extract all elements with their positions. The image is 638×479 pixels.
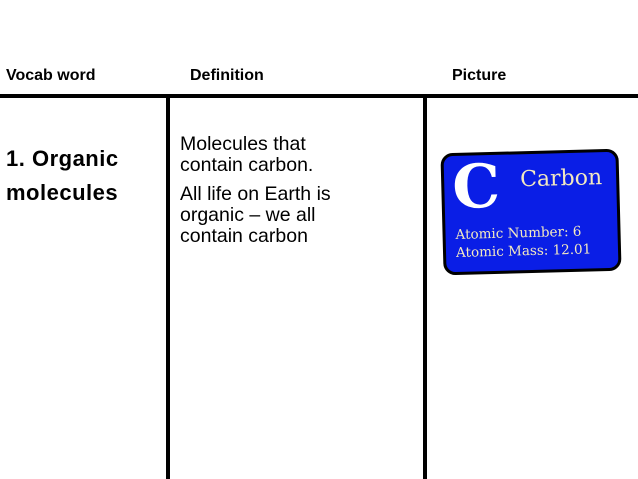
element-symbol: C xyxy=(451,151,502,224)
header-divider xyxy=(0,94,638,98)
carbon-element-card xyxy=(440,149,621,276)
atomic-number: Atomic Number: 6 xyxy=(455,223,582,243)
element-name: Carbon xyxy=(519,165,603,193)
header-picture: Picture xyxy=(452,67,507,84)
definition-line-5: contain carbon xyxy=(180,225,308,247)
column-divider-1 xyxy=(166,96,170,479)
definition-line-3: All life on Earth is xyxy=(180,183,331,205)
element-info xyxy=(455,222,591,262)
definition-line-1: Molecules that xyxy=(180,133,306,155)
header-vocab-word: Vocab word xyxy=(6,67,96,84)
vocab-term-line-2: molecules xyxy=(6,180,119,205)
column-divider-2 xyxy=(423,96,427,479)
definition-line-4: organic – we all xyxy=(180,204,316,226)
vocab-term-line-1: 1. Organic xyxy=(6,146,119,171)
atomic-mass: Atomic Mass: 12.01 xyxy=(455,241,592,261)
definition-text xyxy=(180,134,331,247)
header-definition: Definition xyxy=(190,67,264,84)
definition-line-2: contain carbon. xyxy=(180,154,314,176)
vocab-term xyxy=(6,142,119,210)
